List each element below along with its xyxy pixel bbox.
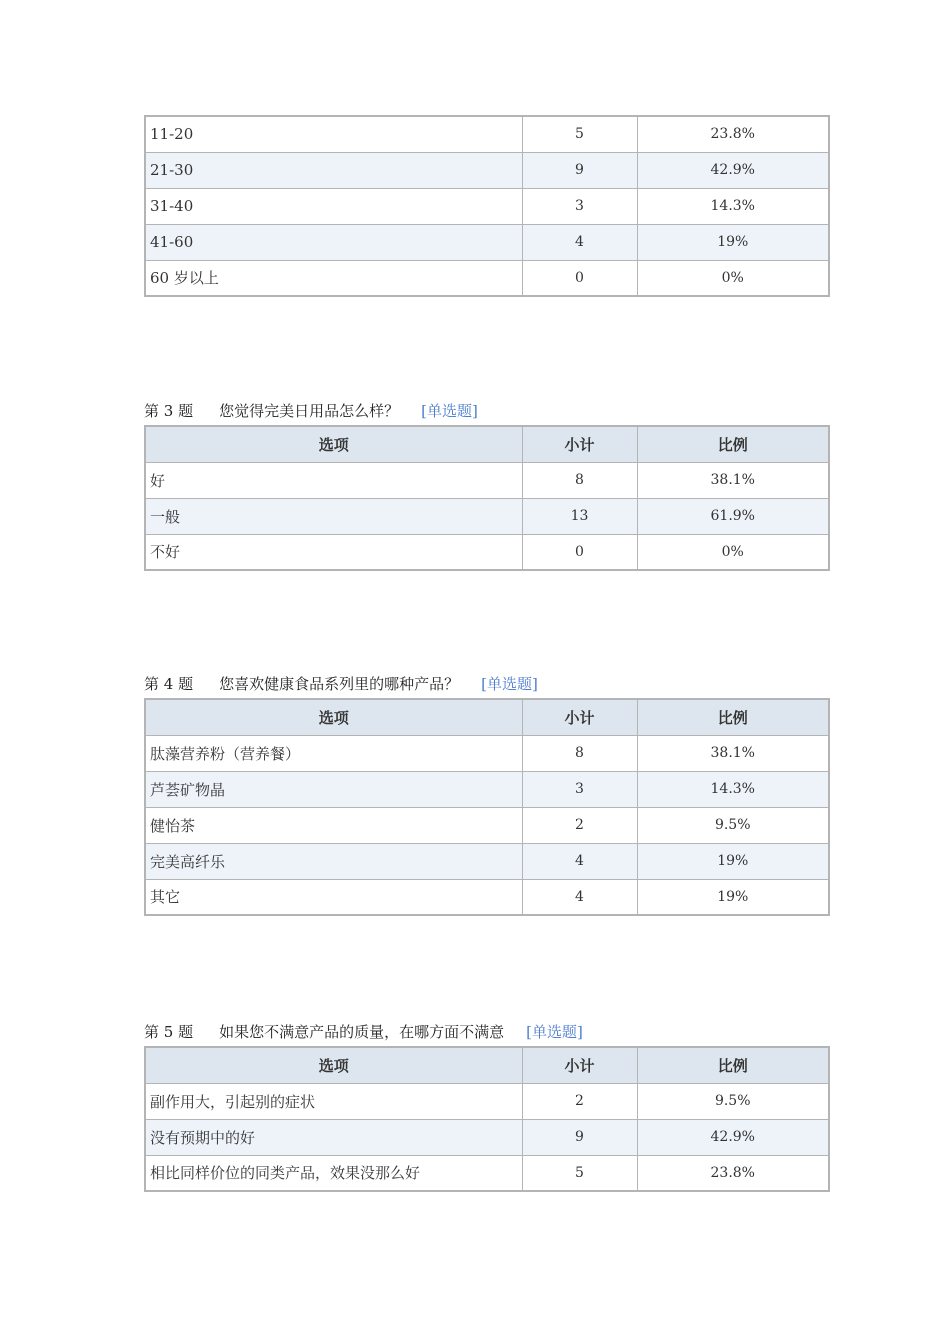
header-count: 小计 [522, 699, 637, 735]
ratio-cell: 0% [637, 534, 829, 570]
count-cell: 0 [522, 260, 637, 296]
count-cell: 8 [522, 735, 637, 771]
count-cell: 4 [522, 879, 637, 915]
ratio-cell: 14.3% [637, 188, 829, 224]
option-cell: 没有预期中的好 [145, 1119, 522, 1155]
table-row [145, 462, 829, 498]
question-number: 第 5 题 [144, 1023, 194, 1041]
table-row [145, 534, 829, 570]
ratio-cell: 23.8% [637, 1155, 829, 1191]
question-text: 您觉得完美日用品怎么样？ [219, 402, 400, 420]
option-cell: 肽藻营养粉（营养餐） [145, 735, 522, 771]
header-option: 选项 [145, 426, 522, 462]
count-cell: 5 [522, 116, 637, 152]
table-header-row [145, 426, 829, 462]
question-type-tag: [单选题] [421, 402, 478, 420]
ratio-cell: 38.1% [637, 735, 829, 771]
table-row [145, 260, 829, 296]
count-cell: 9 [522, 1119, 637, 1155]
option-cell: 21-30 [145, 152, 522, 188]
question-text: 如果您不满意产品的质量，在哪方面不满意 [219, 1023, 505, 1041]
count-cell: 9 [522, 152, 637, 188]
header-ratio: 比例 [637, 426, 829, 462]
count-cell: 8 [522, 462, 637, 498]
question-number: 第 4 题 [144, 675, 194, 693]
option-cell: 31-40 [145, 188, 522, 224]
ratio-cell: 19% [637, 879, 829, 915]
ratio-cell: 61.9% [637, 498, 829, 534]
q5-results-table [144, 1046, 830, 1192]
option-cell: 41-60 [145, 224, 522, 260]
table-row [145, 1119, 829, 1155]
table-row [145, 807, 829, 843]
table-row [145, 1083, 829, 1119]
header-count: 小计 [522, 1047, 637, 1083]
count-cell: 13 [522, 498, 637, 534]
ratio-cell: 23.8% [637, 116, 829, 152]
table-row [145, 1155, 829, 1191]
ratio-cell: 19% [637, 224, 829, 260]
table-row [145, 116, 829, 152]
option-cell: 一般 [145, 498, 522, 534]
option-cell: 副作用大，引起别的症状 [145, 1083, 522, 1119]
option-cell: 芦荟矿物晶 [145, 771, 522, 807]
header-count: 小计 [522, 426, 637, 462]
option-cell: 不好 [145, 534, 522, 570]
header-option: 选项 [145, 1047, 522, 1083]
ratio-cell: 42.9% [637, 1119, 829, 1155]
table-row [145, 771, 829, 807]
ratio-cell: 9.5% [637, 1083, 829, 1119]
count-cell: 2 [522, 807, 637, 843]
option-cell: 好 [145, 462, 522, 498]
question-number: 第 3 题 [144, 402, 194, 420]
question-text: 您喜欢健康食品系列里的哪种产品？ [219, 675, 460, 693]
header-ratio: 比例 [637, 699, 829, 735]
option-cell: 健怡茶 [145, 807, 522, 843]
table-row [145, 735, 829, 771]
q4-results-table [144, 698, 830, 916]
ratio-cell: 19% [637, 843, 829, 879]
table-row [145, 498, 829, 534]
table-row [145, 188, 829, 224]
header-option: 选项 [145, 699, 522, 735]
ratio-cell: 9.5% [637, 807, 829, 843]
table-row [145, 843, 829, 879]
question-type-tag: [单选题] [526, 1023, 583, 1041]
question-5-title [144, 1021, 583, 1042]
ratio-cell: 42.9% [637, 152, 829, 188]
option-cell: 60 岁以上 [145, 260, 522, 296]
table-row [145, 152, 829, 188]
option-cell: 11-20 [145, 116, 522, 152]
ratio-cell: 14.3% [637, 771, 829, 807]
table-header-row [145, 1047, 829, 1083]
q3-results-table [144, 425, 830, 571]
q2-results-table [144, 115, 830, 297]
count-cell: 4 [522, 224, 637, 260]
ratio-cell: 0% [637, 260, 829, 296]
count-cell: 0 [522, 534, 637, 570]
count-cell: 4 [522, 843, 637, 879]
ratio-cell: 38.1% [637, 462, 829, 498]
option-cell: 其它 [145, 879, 522, 915]
table-row [145, 224, 829, 260]
header-ratio: 比例 [637, 1047, 829, 1083]
question-type-tag: [单选题] [481, 675, 538, 693]
option-cell: 完美高纤乐 [145, 843, 522, 879]
question-3-title [144, 400, 478, 421]
count-cell: 2 [522, 1083, 637, 1119]
count-cell: 3 [522, 188, 637, 224]
table-header-row [145, 699, 829, 735]
table-row [145, 879, 829, 915]
count-cell: 5 [522, 1155, 637, 1191]
count-cell: 3 [522, 771, 637, 807]
question-4-title [144, 673, 538, 694]
option-cell: 相比同样价位的同类产品，效果没那么好 [145, 1155, 522, 1191]
